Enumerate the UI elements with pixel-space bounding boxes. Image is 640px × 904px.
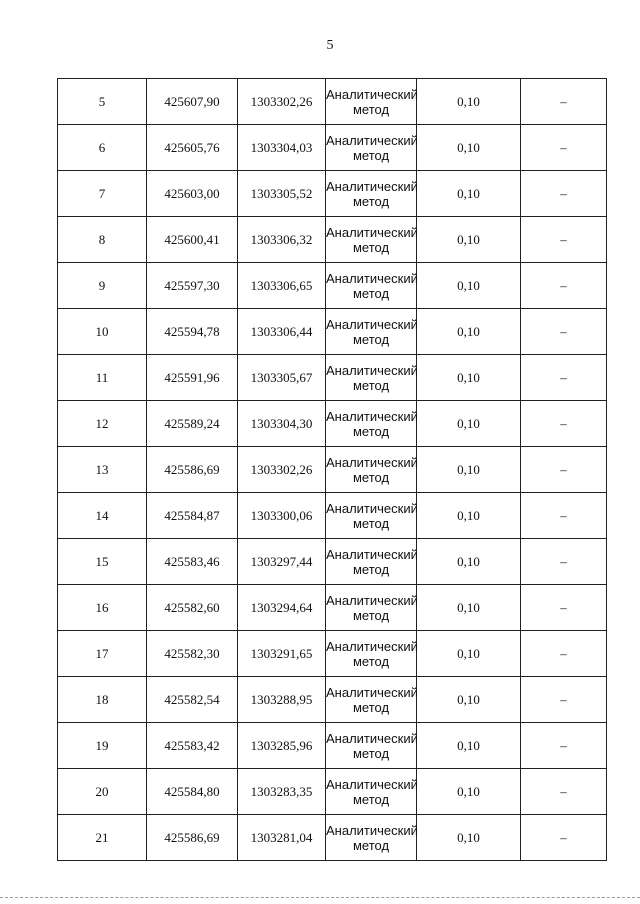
accuracy-cell: 0,10 (417, 263, 521, 309)
method-text-line1: Аналитический (326, 454, 418, 470)
accuracy-cell: 0,10 (417, 309, 521, 355)
y-coordinate-cell: 1303305,67 (238, 355, 326, 401)
x-coordinate-cell: 425591,96 (147, 355, 238, 401)
x-coordinate-cell: 425582,30 (147, 631, 238, 677)
x-coordinate-cell: 425583,46 (147, 539, 238, 585)
point-number-cell: 11 (58, 355, 147, 401)
method-text-line2: метод (352, 147, 390, 163)
x-coordinate-cell: 425583,42 (147, 723, 238, 769)
note-cell: – (521, 769, 607, 815)
accuracy-cell: 0,10 (417, 815, 521, 861)
table-row (58, 125, 607, 171)
method-text-line1: Аналитический (326, 730, 418, 746)
y-coordinate-cell: 1303294,64 (238, 585, 326, 631)
point-number-cell: 20 (58, 769, 147, 815)
x-coordinate-cell: 425586,69 (147, 815, 238, 861)
method-text-line2: метод (352, 193, 390, 209)
y-coordinate-cell: 1303302,26 (238, 447, 326, 493)
x-coordinate-cell: 425586,69 (147, 447, 238, 493)
method-cell (326, 125, 417, 171)
method-text-line2: метод (352, 561, 390, 577)
point-number-cell: 16 (58, 585, 147, 631)
method-text-line1: Аналитический (326, 638, 418, 654)
method-text-line2: метод (352, 423, 390, 439)
x-coordinate-cell: 425600,41 (147, 217, 238, 263)
note-cell: – (521, 631, 607, 677)
accuracy-cell: 0,10 (417, 401, 521, 447)
method-text-line1: Аналитический (326, 86, 418, 102)
x-coordinate-cell: 425582,60 (147, 585, 238, 631)
table-row (58, 815, 607, 861)
method-cell (326, 447, 417, 493)
y-coordinate-cell: 1303304,03 (238, 125, 326, 171)
y-coordinate-cell: 1303297,44 (238, 539, 326, 585)
method-cell (326, 677, 417, 723)
method-text-line1: Аналитический (326, 270, 418, 286)
note-cell: – (521, 171, 607, 217)
accuracy-cell: 0,10 (417, 585, 521, 631)
method-text-line1: Аналитический (326, 592, 418, 608)
method-text-line2: метод (352, 515, 390, 531)
point-number-cell: 5 (58, 79, 147, 125)
accuracy-cell: 0,10 (417, 723, 521, 769)
method-text-line2: метод (352, 469, 390, 485)
method-cell (326, 309, 417, 355)
method-text-line1: Аналитический (326, 362, 418, 378)
method-cell (326, 171, 417, 217)
accuracy-cell: 0,10 (417, 171, 521, 217)
table-row (58, 631, 607, 677)
accuracy-cell: 0,10 (417, 217, 521, 263)
accuracy-cell: 0,10 (417, 769, 521, 815)
method-cell (326, 217, 417, 263)
point-number-cell: 8 (58, 217, 147, 263)
method-text-line1: Аналитический (326, 776, 418, 792)
method-text-line2: метод (352, 699, 390, 715)
y-coordinate-cell: 1303285,96 (238, 723, 326, 769)
note-cell: – (521, 677, 607, 723)
accuracy-cell: 0,10 (417, 539, 521, 585)
method-cell (326, 79, 417, 125)
method-text-line2: метод (352, 285, 390, 301)
method-cell (326, 585, 417, 631)
table-row (58, 401, 607, 447)
method-text-line2: метод (352, 607, 390, 623)
method-text-line1: Аналитический (326, 132, 418, 148)
accuracy-cell: 0,10 (417, 355, 521, 401)
point-number-cell: 12 (58, 401, 147, 447)
note-cell: – (521, 355, 607, 401)
point-number-cell: 18 (58, 677, 147, 723)
note-cell: – (521, 723, 607, 769)
method-cell (326, 723, 417, 769)
y-coordinate-cell: 1303305,52 (238, 171, 326, 217)
page-number: 5 (326, 38, 334, 53)
method-text-line1: Аналитический (326, 500, 418, 516)
point-number-cell: 15 (58, 539, 147, 585)
method-text-line1: Аналитический (326, 224, 418, 240)
note-cell: – (521, 539, 607, 585)
note-cell: – (521, 125, 607, 171)
x-coordinate-cell: 425597,30 (147, 263, 238, 309)
method-cell (326, 815, 417, 861)
table-body (58, 79, 607, 861)
point-number-cell: 14 (58, 493, 147, 539)
method-cell (326, 355, 417, 401)
method-cell (326, 263, 417, 309)
coordinates-table (57, 78, 607, 861)
note-cell: – (521, 585, 607, 631)
y-coordinate-cell: 1303306,44 (238, 309, 326, 355)
x-coordinate-cell: 425603,00 (147, 171, 238, 217)
method-text-line2: метод (352, 653, 390, 669)
method-cell (326, 631, 417, 677)
x-coordinate-cell: 425589,24 (147, 401, 238, 447)
method-text-line2: метод (352, 377, 390, 393)
x-coordinate-cell: 425582,54 (147, 677, 238, 723)
x-coordinate-cell: 425605,76 (147, 125, 238, 171)
table-row (58, 723, 607, 769)
y-coordinate-cell: 1303306,32 (238, 217, 326, 263)
note-cell: – (521, 309, 607, 355)
method-text-line2: метод (352, 837, 390, 853)
table-row (58, 447, 607, 493)
method-text-line2: метод (352, 239, 390, 255)
method-cell (326, 769, 417, 815)
point-number-cell: 7 (58, 171, 147, 217)
method-text-line2: метод (352, 331, 390, 347)
y-coordinate-cell: 1303304,30 (238, 401, 326, 447)
table-row (58, 79, 607, 125)
table-row (58, 355, 607, 401)
x-coordinate-cell: 425607,90 (147, 79, 238, 125)
point-number-cell: 13 (58, 447, 147, 493)
table-row (58, 263, 607, 309)
method-text-line2: метод (352, 101, 390, 117)
point-number-cell: 10 (58, 309, 147, 355)
method-cell (326, 539, 417, 585)
y-coordinate-cell: 1303291,65 (238, 631, 326, 677)
table-row (58, 493, 607, 539)
note-cell: – (521, 447, 607, 493)
method-cell (326, 401, 417, 447)
method-text-line1: Аналитический (326, 822, 418, 838)
y-coordinate-cell: 1303288,95 (238, 677, 326, 723)
accuracy-cell: 0,10 (417, 447, 521, 493)
x-coordinate-cell: 425594,78 (147, 309, 238, 355)
y-coordinate-cell: 1303300,06 (238, 493, 326, 539)
point-number-cell: 9 (58, 263, 147, 309)
method-text-line1: Аналитический (326, 408, 418, 424)
point-number-cell: 19 (58, 723, 147, 769)
y-coordinate-cell: 1303283,35 (238, 769, 326, 815)
note-cell: – (521, 401, 607, 447)
method-text-line2: метод (352, 791, 390, 807)
note-cell: – (521, 493, 607, 539)
accuracy-cell: 0,10 (417, 79, 521, 125)
table-row (58, 677, 607, 723)
method-text-line1: Аналитический (326, 684, 418, 700)
y-coordinate-cell: 1303302,26 (238, 79, 326, 125)
method-text-line1: Аналитический (326, 316, 418, 332)
x-coordinate-cell: 425584,80 (147, 769, 238, 815)
method-text-line2: метод (352, 745, 390, 761)
accuracy-cell: 0,10 (417, 631, 521, 677)
point-number-cell: 21 (58, 815, 147, 861)
note-cell: – (521, 79, 607, 125)
table-row (58, 539, 607, 585)
note-cell: – (521, 263, 607, 309)
table-row (58, 769, 607, 815)
accuracy-cell: 0,10 (417, 677, 521, 723)
table-row (58, 171, 607, 217)
y-coordinate-cell: 1303281,04 (238, 815, 326, 861)
note-cell: – (521, 217, 607, 263)
note-cell: – (521, 815, 607, 861)
accuracy-cell: 0,10 (417, 125, 521, 171)
method-text-line1: Аналитический (326, 178, 418, 194)
point-number-cell: 17 (58, 631, 147, 677)
method-text-line1: Аналитический (326, 546, 418, 562)
method-cell (326, 493, 417, 539)
point-number-cell: 6 (58, 125, 147, 171)
table-row (58, 585, 607, 631)
y-coordinate-cell: 1303306,65 (238, 263, 326, 309)
x-coordinate-cell: 425584,87 (147, 493, 238, 539)
table-row (58, 217, 607, 263)
table-row (58, 309, 607, 355)
bottom-scan-edge (0, 897, 640, 899)
accuracy-cell: 0,10 (417, 493, 521, 539)
